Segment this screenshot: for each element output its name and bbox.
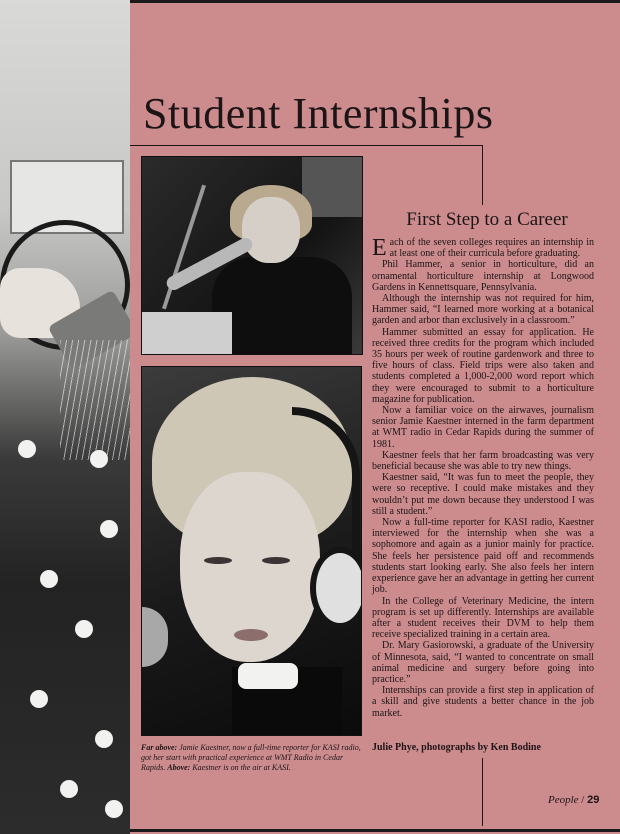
flower bbox=[100, 520, 118, 538]
article-paragraph: Hammer submitted an essay for application. He received three credits for the program which included 35 hours per week of routine gardenwork and three to five hours of class. Field trips were also taken and students completed a 1,000-2,000 word report which they were encouraged to submit to a horticulture magazine for publication. bbox=[372, 326, 594, 405]
article-paragraph: Although the internship was not required for him, Hammer said, “I learned more working at a botanical garden and arbor than exclusively in a classroom.” bbox=[372, 293, 594, 327]
column-rule-top bbox=[482, 145, 483, 205]
caption-text-1: Jamie Kaestner, now a full-time reporter for KASI radio, got her start with practical experience at WMT Radio in Cedar Rapids. bbox=[141, 743, 361, 772]
article-paragraph: Kaestner feels that her farm broadcasting was very beneficial because she was able to try new things. bbox=[372, 449, 594, 473]
title-rule bbox=[130, 145, 483, 146]
flower bbox=[18, 440, 36, 458]
flower bbox=[75, 620, 93, 638]
article-paragraph: Phil Hammer, a senior in horticulture, did an ornamental horticulture internship at Longwood Gardens in Kennettsquare, Pennsylvania. bbox=[372, 259, 594, 293]
top-border bbox=[130, 0, 620, 3]
article-paragraph: Internships can provide a first step in application of a skill and give students a better chance in the job market. bbox=[372, 685, 594, 719]
folio-separator: / bbox=[578, 794, 588, 806]
flower bbox=[30, 690, 48, 708]
water-spray bbox=[60, 340, 130, 460]
flower bbox=[40, 570, 58, 588]
on-air-portrait-photo bbox=[141, 366, 362, 736]
article-body bbox=[372, 237, 594, 719]
mic-stand bbox=[162, 185, 206, 310]
page-number: 29 bbox=[587, 794, 600, 806]
article-paragraph: Now a familiar voice on the airwaves, journalism senior Jamie Kaestner interned in the farm department at WMT radio in Cedar Rapids during the summer of 1981. bbox=[372, 405, 594, 450]
studio-desk bbox=[142, 312, 232, 354]
flower bbox=[95, 730, 113, 748]
article-paragraph bbox=[372, 237, 594, 259]
article-paragraph: Now a full-time reporter for KASI radio, Kaestner interviewed for the internship when she was a sophomore and again as a junior mainly for practice. She feels her persistence paid off and recommends students start looking early. She also feels her intern experience gave her an advantage in getting her current job. bbox=[372, 517, 594, 596]
bottom-border bbox=[130, 829, 620, 832]
page-folio bbox=[548, 794, 599, 806]
byline: Julie Phye, photographs by Ken Bodine bbox=[372, 742, 541, 753]
flower bbox=[105, 800, 123, 818]
drop-cap: E bbox=[372, 235, 387, 261]
radio-studio-photo bbox=[141, 156, 363, 355]
article-paragraph: Dr. Mary Gasiorowski, a graduate of the University of Minnesota, said, “I wanted to concentrate on small animal medicine and surgery before going into practice.” bbox=[372, 640, 594, 685]
folio-section: People bbox=[548, 794, 579, 806]
paragraph-text: ach of the seven colleges requires an internship in at least one of their curricula before graduating. bbox=[389, 237, 594, 260]
caption-lead-2: Above: bbox=[167, 763, 191, 772]
lips bbox=[234, 629, 268, 641]
caption-text-2: Kaestner is on the air at KASI. bbox=[190, 763, 291, 772]
flower bbox=[90, 450, 108, 468]
collar bbox=[238, 663, 298, 689]
flower bbox=[60, 780, 78, 798]
article-subhead: First Step to a Career bbox=[406, 209, 568, 230]
greenhouse-watering-photo bbox=[0, 0, 130, 834]
person-body bbox=[212, 257, 352, 354]
column-rule-bottom bbox=[482, 758, 483, 826]
caption-lead-1: Far above: bbox=[141, 743, 178, 752]
eye bbox=[204, 557, 232, 564]
microphone bbox=[142, 607, 168, 667]
article-paragraph: In the College of Veterinary Medicine, the intern program is set up differently. Internships are available after a student receives their DVM to help them receive specialized training in a certain area. bbox=[372, 595, 594, 641]
person-face bbox=[242, 197, 300, 263]
eye bbox=[262, 557, 290, 564]
headphone-earcup bbox=[310, 547, 362, 629]
photo-caption bbox=[141, 743, 363, 773]
article-paragraph: Kaestner said, “It was fun to meet the people, they were so receptive. I could make mistakes and they wouldn’t put me down because they understood I was still a student.” bbox=[372, 472, 594, 517]
page-title: Student Internships bbox=[143, 89, 494, 138]
